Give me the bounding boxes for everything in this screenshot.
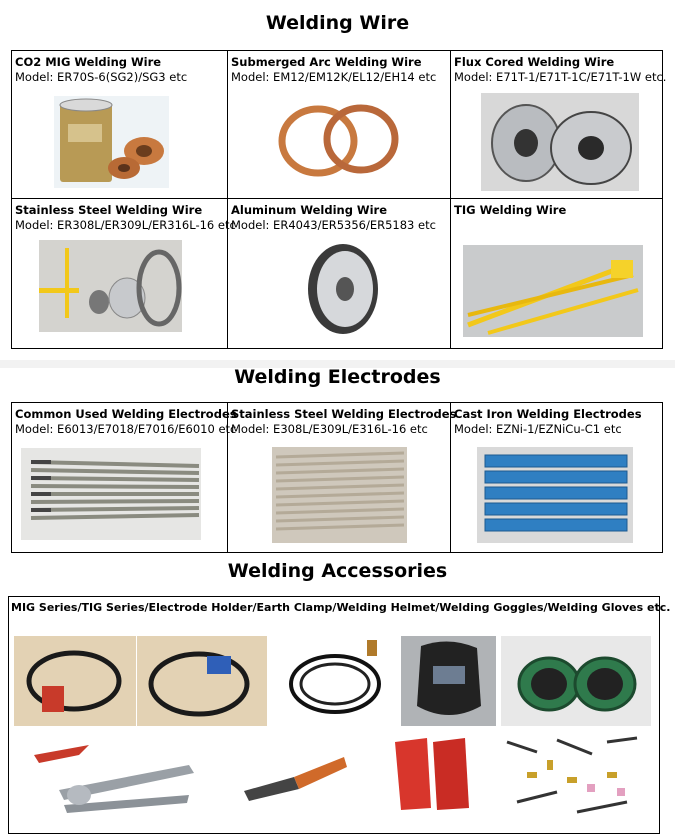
- section-title-welding-electrodes: Welding Electrodes: [234, 366, 441, 388]
- product-model: Model: ER308L/ER309L/ER316L-16 etc: [15, 218, 236, 232]
- electrode-cable-photo: [271, 636, 399, 726]
- product-name: CO2 MIG Welding Wire: [15, 55, 162, 69]
- product-name: Submerged Arc Welding Wire: [231, 55, 422, 69]
- section-title-welding-accessories: Welding Accessories: [227, 560, 448, 582]
- product-name: Common Used Welding Electrodes: [15, 407, 237, 421]
- product-model: Model: E6013/E7018/E7016/E6010 etc: [15, 422, 237, 436]
- product-model: Model: ER4043/ER5356/ER5183 etc: [231, 218, 436, 232]
- product-name: TIG Welding Wire: [454, 203, 567, 217]
- product-cell: [451, 199, 663, 349]
- product-cell: [228, 403, 457, 553]
- welding-gloves-photo: [387, 732, 477, 814]
- product-cell: [228, 199, 451, 349]
- product-cell: [451, 403, 663, 553]
- product-model: Model: E71T-1/E71T-1C/E71T-1W etc.: [454, 70, 667, 84]
- product-name: Aluminum Welding Wire: [231, 203, 388, 217]
- product-cell: [228, 51, 451, 199]
- welding-wire-grid: [11, 50, 667, 349]
- aluminum-wire-photo: [306, 241, 381, 336]
- welding-electrodes-grid: [11, 402, 663, 553]
- welding-accessories-box: [8, 596, 671, 834]
- co2-mig-wire-photo: [54, 96, 169, 188]
- electrode-holder-photo: [239, 749, 349, 805]
- welding-parts-photo: [497, 732, 647, 824]
- section-title-welding-wire: Welding Wire: [265, 12, 410, 34]
- product-model: Model: EZNi-1/EZNiCu-C1 etc: [454, 422, 622, 436]
- cast-iron-electrodes-photo: [477, 447, 633, 543]
- product-cell: [12, 51, 228, 199]
- submerged-arc-wire-photo: [276, 101, 401, 181]
- product-model: Model: ER70S-6(SG2)/SG3 etc: [15, 70, 188, 84]
- common-electrodes-photo: [21, 448, 201, 540]
- earth-clamp-photo: [19, 735, 199, 827]
- flux-cored-wire-photo: [481, 93, 639, 191]
- welding-helmet-photo: [401, 636, 496, 726]
- product-cell: [451, 51, 667, 199]
- product-name: Stainless Steel Welding Electrodes: [231, 407, 457, 421]
- product-model: Model: EM12/EM12K/EL12/EH14 etc: [231, 70, 437, 84]
- product-name: Flux Cored Welding Wire: [454, 55, 615, 69]
- product-cell: [12, 403, 237, 553]
- mig-torch-photo: [14, 636, 136, 726]
- product-cell: [12, 199, 236, 349]
- product-model: Model: E308L/E309L/E316L-16 etc: [231, 422, 428, 436]
- accessories-header: MIG Series/TIG Series/Electrode Holder/Earth Clamp/Welding Helmet/Welding Goggles/Welding Gloves etc.: [11, 601, 671, 614]
- tig-torch-photo: [137, 636, 267, 726]
- welding-goggles-photo: [501, 636, 651, 726]
- product-name: Cast Iron Welding Electrodes: [454, 407, 642, 421]
- product-name: Stainless Steel Welding Wire: [15, 203, 203, 217]
- stainless-electrodes-photo: [272, 447, 407, 543]
- stainless-wire-photo: [39, 240, 182, 332]
- tig-wire-photo: [463, 245, 643, 337]
